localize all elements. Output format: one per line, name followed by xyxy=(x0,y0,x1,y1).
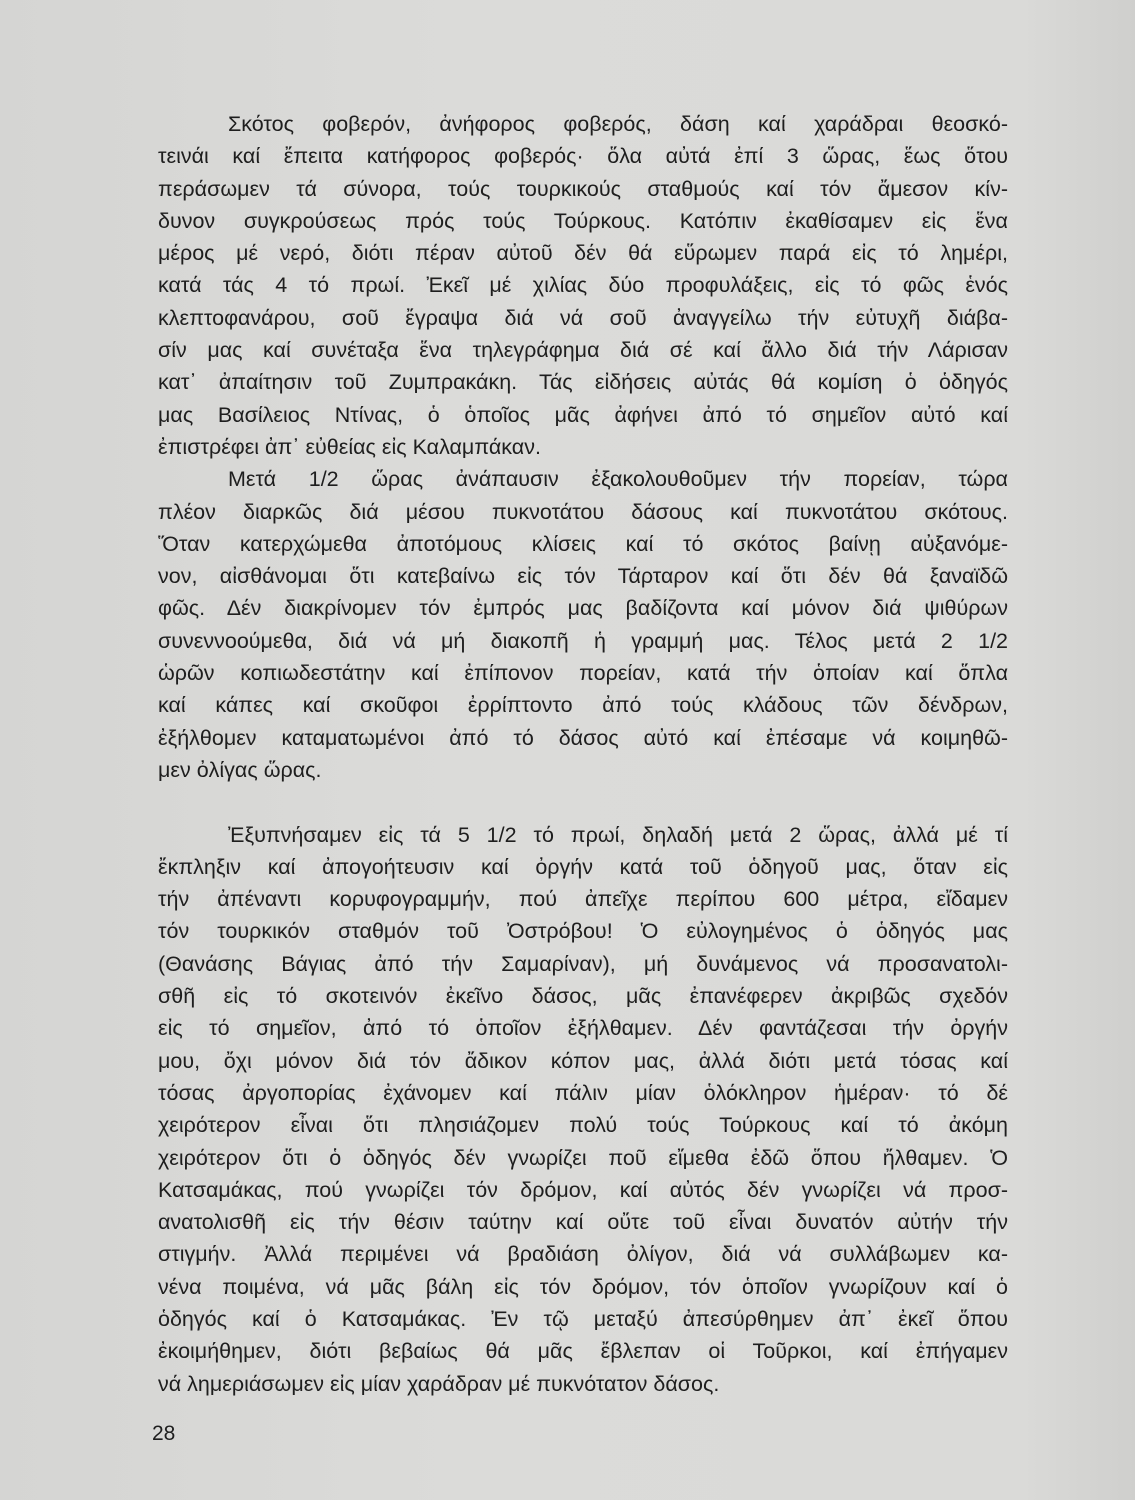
text-line: συνεννοούμεθα, διά νά μή διακοπῆ ἡ γραμμή μας. Τέλος μετά 2 1/2 xyxy=(158,628,1008,653)
text-line: μέρος μέ νερό, διότι πέραν αὐτοῦ δέν θά εὕρωμεν παρά εἰς τό λημέρι, xyxy=(158,241,1008,266)
text-line: Μετά 1/2 ὥρας ἀνάπαυσιν ἐξακολουθοῦμεν τήν πορείαν, τώρα xyxy=(228,467,1008,492)
text-line: κατ᾽ ἀπαίτησιν τοῦ Ζυμπρακάκη. Τάς εἰδήσεις αὐτάς θά κομίση ὁ ὁδηγός xyxy=(158,370,1008,395)
text-line: περάσωμεν τά σύνορα, τούς τουρκικούς σταθμούς καί τόν ἄμεσον κίν- xyxy=(158,176,1008,201)
text-line: νένα ποιμένα, νά μᾶς βάλη εἰς τόν δρόμον, τόν ὁποῖον γνωρίζουν καί ὁ xyxy=(158,1274,1008,1299)
text-line: τόν τουρκικόν σταθμόν τοῦ Ὀστρόβου! Ὁ εὐλογημένος ὁ ὁδηγός μας xyxy=(158,919,1008,944)
text-line: καί κάπες καί σκοῦφοι ἐρρίπτοντο ἀπό τούς κλάδους τῶν δένδρων, xyxy=(158,693,1008,718)
text-line: ἔκπληξιν καί ἀπογοήτευσιν καί ὀργήν κατά τοῦ ὁδηγοῦ μας, ὅταν εἰς xyxy=(158,854,1008,879)
paragraph xyxy=(158,463,1008,786)
text-line: φῶς. Δέν διακρίνομεν τόν ἐμπρός μας βαδίζοντα καί μόνον διά ψιθύρων xyxy=(158,596,1008,621)
text-line: εἰς τό σημεῖον, ἀπό τό ὁποῖον ἐξήλθαμεν. Δέν φαντάζεσαι τήν ὀργήν xyxy=(158,1016,1008,1041)
text-line: νον, αἰσθάνομαι ὅτι κατεβαίνω εἰς τόν Τάρταρον καί ὅτι δέν θά ξαναϊδῶ xyxy=(158,564,1008,589)
body-text xyxy=(158,108,1008,1400)
text-line: (Θανάσης Βάγιας ἀπό τήν Σαμαρίναν), μή δυνάμενος νά προσανατολι- xyxy=(158,951,1008,976)
text-line: μου, ὄχι μόνον διά τόν ἄδικον κόπον μας, ἀλλά διότι μετά τόσας καί xyxy=(158,1048,1008,1073)
text-line: ανατολισθῆ εἰς τήν θέσιν ταύτην καί οὔτε τοῦ εἶναι δυνατόν αὐτήν τήν xyxy=(158,1210,1008,1235)
paragraph xyxy=(158,819,1008,1400)
text-line: σίν μας καί συνέταξα ἕνα τηλεγράφημα διά σέ καί ἄλλο διά τήν Λάρισαν xyxy=(158,338,1008,363)
text-line: τόσας ἀργοπορίας ἐχάνομεν καί πάλιν μίαν ὁλόκληρον ἡμέραν· τό δέ xyxy=(158,1080,1008,1105)
text-line: δυνον συγκρούσεως πρός τούς Τούρκους. Κατόπιν ἐκαθίσαμεν εἰς ἕνα xyxy=(158,208,1008,233)
text-line: Ἐξυπνήσαμεν εἰς τά 5 1/2 τό πρωί, δηλαδή μετά 2 ὥρας, ἀλλά μέ τί xyxy=(228,822,1008,847)
text-line: πλέον διαρκῶς διά μέσου πυκνοτάτου δάσους καί πυκνοτάτου σκότους. xyxy=(158,499,1008,524)
text-line: ἐξήλθομεν καταματωμένοι ἀπό τό δάσος αὐτό καί ἐπέσαμε νά κοιμηθῶ- xyxy=(158,725,1008,750)
text-line: σθῆ εἰς τό σκοτεινόν ἐκεῖνο δάσος, μᾶς ἐπανέφερεν ἀκριβῶς σχεδόν xyxy=(158,984,1008,1009)
text-line: ἐκοιμήθημεν, διότι βεβαίως θά μᾶς ἔβλεπαν οἱ Τοῦρκοι, καί ἐπήγαμεν xyxy=(158,1339,1008,1364)
paragraph xyxy=(158,108,1008,463)
text-line: χειρότερον ὅτι ὁ ὁδηγός δέν γνωρίζει ποῦ εἴμεθα ἐδῶ ὅπου ἤλθαμεν. Ὁ xyxy=(158,1145,1008,1170)
page-number: 28 xyxy=(152,1422,176,1445)
text-line: ὡρῶν κοπιωδεστάτην καί ἐπίπονον πορείαν, κατά τήν ὁποίαν καί ὅπλα xyxy=(158,661,1008,686)
text-line: Σκότος φοβερόν, ἀνήφορος φοβερός, δάση καί χαράδραι θεοσκό- xyxy=(228,112,1008,136)
text-line: μας Βασίλειος Ντίνας, ὁ ὁποῖος μᾶς ἀφήνει ἀπό τό σημεῖον αὐτό καί xyxy=(158,402,1008,427)
text-line: στιγμήν. Ἀλλά περιμένει νά βραδιάση ὀλίγον, διά νά συλλάβωμεν κα- xyxy=(158,1242,1008,1267)
text-line: Ὅταν κατερχώμεθα ἀποτόμους κλίσεις καί τό σκότος βαίνῃ αὐξανόμε- xyxy=(158,531,1008,556)
text-line: Κατσαμάκας, πού γνωρίζει τόν δρόμον, καί αὐτός δέν γνωρίζει νά προσ- xyxy=(158,1177,1008,1202)
text-line: μεν ὀλίγας ὥρας. xyxy=(158,757,322,782)
text-line: ἐπιστρέφει ἀπ᾽ εὐθείας εἰς Καλαμπάκαν. xyxy=(158,434,541,459)
text-line: τήν ἀπέναντι κορυφογραμμήν, πού ἀπεῖχε περίπου 600 μέτρα, εἴδαμεν xyxy=(158,887,1008,912)
text-line: τεινάι καί ἔπειτα κατήφορος φοβερός· ὅλα αὐτά ἐπί 3 ὥρας, ἕως ὅτου xyxy=(158,144,1008,169)
text-line: κατά τάς 4 τό πρωί. Ἐκεῖ μέ χιλίας δύο προφυλάξεις, εἰς τό φῶς ἑνός xyxy=(158,273,1008,298)
text-line: ὁδηγός καί ὁ Κατσαμάκας. Ἐν τῷ μεταξύ ἀπεσύρθημεν ἀπ᾽ ἐκεῖ ὅπου xyxy=(158,1306,1008,1331)
paragraph-gap xyxy=(158,786,1008,818)
text-line: νά λημεριάσωμεν εἰς μίαν χαράδραν μέ πυκνότατον δάσος. xyxy=(158,1371,720,1396)
text-line: χειρότερον εἶναι ὅτι πλησιάζομεν πολύ τούς Τούρκους καί τό ἀκόμη xyxy=(158,1113,1008,1138)
text-line: κλεπτοφανάρου, σοῦ ἔγραψα διά νά σοῦ ἀναγγείλω τήν εὐτυχῆ διάβα- xyxy=(158,305,1008,330)
